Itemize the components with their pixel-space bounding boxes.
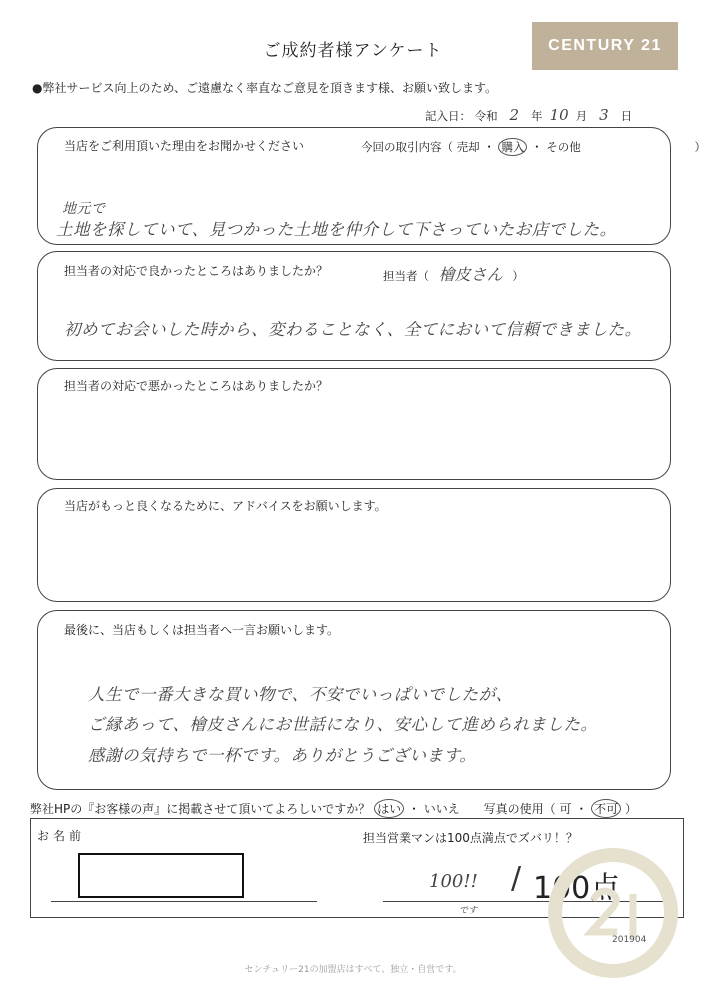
- answer-good: 初めてお会いした時から、変わることなく、全てにおいて信頼できました。: [64, 320, 642, 339]
- separator-dot: ・: [531, 140, 543, 154]
- consent-question: 弊社HPの『お客様の声』に掲載させて頂いてよろしいですか？: [30, 802, 371, 816]
- consent-yes-circled: はい: [374, 799, 404, 818]
- staff-name: 檜皮さん: [438, 265, 503, 284]
- staff-close: ）: [512, 269, 524, 283]
- date-year: 2: [509, 106, 520, 124]
- consent-row: [30, 799, 637, 818]
- date-day: 3: [599, 106, 609, 124]
- redacted-name-block: [78, 853, 244, 898]
- deal-option-buy-circled: 購入: [498, 138, 527, 156]
- max-score: 100点: [533, 871, 621, 906]
- question-box-reason: [37, 127, 706, 245]
- question-box-message: [37, 610, 671, 790]
- date-month-unit: 月: [575, 109, 588, 123]
- question-reason: 当店をご利用頂いた理由をお聞かせください: [64, 139, 305, 153]
- name-label: お名前: [37, 829, 86, 843]
- answer-message-line3: 感謝の気持ちで一杯です。ありがとうございます。: [88, 746, 477, 765]
- question-good: 担当者の対応で良かったところはありましたか？: [64, 264, 329, 278]
- photo-close: ）: [625, 802, 638, 816]
- footer-note: センチュリー21の加盟店はすべて、独立・自営です。: [244, 965, 462, 975]
- score-question: 担当営業マンは100点満点でズバリ！？: [363, 831, 578, 845]
- photo-ng-circled: 不可: [591, 799, 621, 818]
- century21-logo: CENTURY 21: [532, 22, 678, 70]
- consent-no: いいえ: [423, 802, 460, 816]
- handwritten-desu: です: [459, 906, 478, 916]
- separator-dot: ・: [575, 802, 588, 816]
- question-box-advice: [37, 488, 671, 602]
- answer-message-line2: ご縁あって、檜皮さんにお世話になり、安心して進められました。: [88, 715, 598, 734]
- deal-label: 今回の取引内容（: [361, 140, 453, 154]
- page-title: ご成約者様アンケート: [263, 41, 443, 61]
- date-day-unit: 日: [620, 109, 633, 123]
- question-advice: 当店がもっと良くなるために、アドバイスをお願いします。: [64, 499, 387, 513]
- deal-close: ）: [694, 140, 706, 154]
- staff-label: 担当者（: [383, 269, 429, 283]
- date-label: 記入日：: [425, 109, 471, 123]
- answer-reason-line2: 土地を探していて、見つかった土地を仲介して下さっていたお店でした。: [56, 220, 617, 239]
- answer-reason-line1: 地元で: [62, 201, 106, 217]
- handwritten-score: 100!!: [429, 871, 478, 892]
- deal-option-other: その他: [546, 140, 581, 154]
- answer-message-line1: 人生で一番大きな買い物で、不安でいっぱいでしたが、: [88, 685, 513, 704]
- date-month: 10: [549, 106, 569, 124]
- date-era: 令和: [474, 109, 498, 123]
- staff-row: [383, 262, 524, 285]
- deal-type-row: [361, 138, 706, 156]
- intro-text: ●弊社サービス向上のため、ご遠慮なく率直なご意見を頂きます様、お願い致します。: [32, 81, 498, 95]
- date-row: [425, 106, 632, 124]
- deal-option-sell: 売却: [456, 140, 480, 154]
- separator-dot: ・: [407, 802, 420, 816]
- name-underline: [51, 901, 317, 902]
- document-number: 201904: [612, 935, 647, 945]
- separator-dot: ・: [483, 140, 495, 154]
- date-year-unit: 年: [530, 109, 543, 123]
- question-box-bad: [37, 368, 671, 480]
- question-message: 最後に、当店もしくは担当者へ一言お願いします。: [64, 623, 340, 637]
- question-box-good: [37, 251, 671, 361]
- photo-ok: 可: [559, 802, 572, 816]
- score-slash: /: [511, 861, 522, 896]
- question-bad: 担当者の対応で悪かったところはありましたか？: [64, 379, 329, 393]
- photo-label: 写真の使用（: [483, 802, 556, 816]
